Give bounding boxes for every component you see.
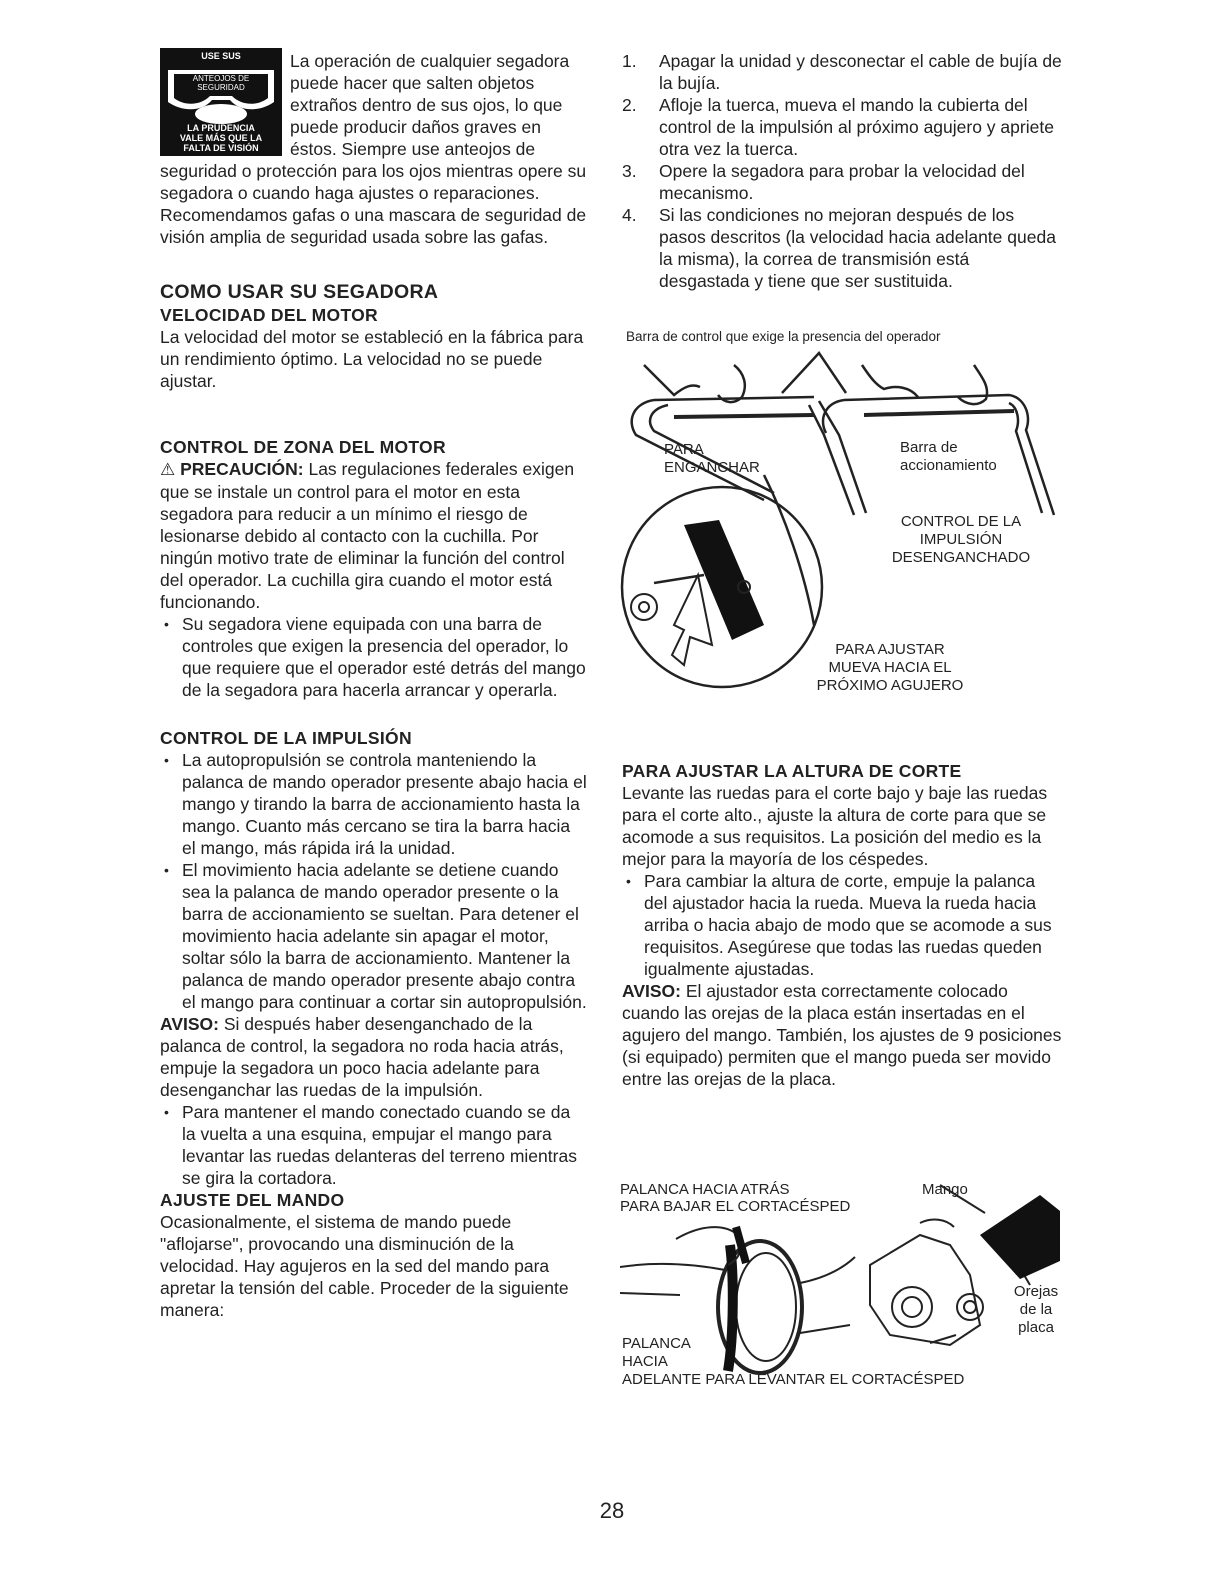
list-item: • La autopropulsión se controla manteniendo la palanca de mando operador presente abajo hacia el mango y tirando la barra de accionamiento hasta la mango. Cuanto más cercano se tira la barra hacia el mango, más rápida irá la unidad. (160, 749, 588, 859)
handle-adjust-heading: AJUSTE DEL MANDO (160, 1190, 345, 1210)
drive-control-list (160, 749, 588, 1013)
badge-line-1: USE SUS (201, 51, 241, 61)
badge-line-3: SEGURIDAD (197, 83, 245, 92)
caution-text: Las regulaciones federales exigen que se instale un control para el motor en esta segadora para reducir a un mínimo el riesgo de lesionarse debido al contacto con la cuchilla. Por ningún motivo trate de eliminar la función del control del operador. La cuchilla gira cuando el motor está funcionando. (160, 459, 575, 612)
notice-label: AVISO: (160, 1014, 219, 1034)
adjust-label-2: MUEVA HACIA EL (828, 659, 952, 676)
drive-bar-label-1: Barra de (900, 439, 958, 456)
engine-speed-text: La velocidad del motor se estableció en la fábrica para un rendimiento óptimo. La velocidad no se puede ajustar. (160, 327, 584, 391)
adjust-label-3: PRÓXIMO AGUJERO (816, 677, 964, 694)
disengaged-label-3: DESENGANCHADO (891, 549, 1031, 566)
list-item: • Para mantener el mando conectado cuando se da la vuelta a una esquina, empujar el mango para levantar las ruedas delanteras del terreno mientras se gira la cortadora. (160, 1101, 588, 1189)
cut-height-notice (622, 980, 1062, 1090)
drive-bar-label-2: accionamiento (900, 457, 997, 474)
step-text: Opere la segadora para probar la velocidad del mecanismo. (659, 161, 1025, 203)
adjust-steps-list (622, 50, 1062, 292)
height-lever-diagram (620, 1175, 1070, 1405)
left-column (160, 50, 588, 1321)
notice-text: Si después haber desenganchado de la palanca de control, la segadora no roda hacia atrás, empuje la segadora un poco hacia adelante para desenganchar las ruedas de la impulsión. (160, 1014, 564, 1100)
handle-adjust-text: Ocasionalmente, el sistema de mando puede "aflojarse", provocando una disminución de la velocidad. Hay agujeros en la sed del mando para apretar la tensión del cable. Proceder de la siguiente manera: (160, 1212, 569, 1320)
list-item: • Su segadora viene equipada con una barra de controles que exigen la presencia del operador, lo que requiere que el operador esté detrás del mango de la segadora para hacerla arrancar y operarla. (160, 613, 588, 701)
badge-line-5: VALE MÁS QUE LA (179, 133, 263, 143)
caution-label: PRECAUCIÓN: (180, 459, 304, 479)
engine-zone-list (160, 613, 588, 701)
list-item: • Para cambiar la altura de corte, empuje la palanca del ajustador hacia la rueda. Mueva la rueda hacia arriba o hacia abajo de modo que se acomode a sus requisitos. Asegúrese que todas las ruedas queden igualmente ajustadas. (622, 870, 1062, 980)
list-item: • El movimiento hacia adelante se detiene cuando sea la palanca de mando operador presente o la barra de accionamiento se sueltan. Para detener el movimiento hacia adelante sin apagar el motor, soltar sólo la barra de accionamiento. Mantener la palanca de mando operador presente abajo contra el mango para continuar a cortar sin autopropulsión. (160, 859, 588, 1013)
step-text: Si las condiciones no mejoran después de los pasos descritos (la velocidad hacia adelante queda la misma), la correa de transmisión está desgastada y tiene que ser sustituida. (659, 205, 1056, 291)
handle-label: Mango (922, 1181, 968, 1198)
ears-label-2: de la (1019, 1301, 1053, 1318)
badge-line-6: FALTA DE VISIÓN (183, 143, 259, 153)
step-number: 3. (622, 161, 637, 181)
notice-text: El ajustador esta correctamente colocado cuando las orejas de la placa están insertadas en el agujero del mango. También, los ajustes de 9 posiciones (si equipado) permiten que el mango pueda ser movido entre las orejas de la placa. (622, 981, 1062, 1089)
section-title: COMO USAR SU SEGADORA (160, 281, 439, 303)
right-column-steps (622, 50, 1062, 292)
engine-speed-heading: VELOCIDAD DEL MOTOR (160, 305, 378, 325)
adjust-label-1: PARA AJUSTAR (835, 641, 945, 658)
badge-line-4: LA PRUDENCIA (187, 123, 255, 133)
engage-label-1: PARA (664, 441, 704, 458)
lever-fwd-label-2: HACIA (622, 1353, 668, 1370)
page-number: 28 (599, 1498, 625, 1523)
disengaged-label-1: CONTROL DE LA (900, 513, 1022, 530)
ears-label-3: placa (1018, 1319, 1054, 1336)
ears-label-1: Orejas (1013, 1283, 1059, 1300)
safety-intro-text: La operación de cualquier segadora puede hacer que salten objetos extraños dentro de sus ojos, lo que puede producir daños graves en éstos. Siempre use anteojos de seguridad o protección para los ojos mientras opere su segadora o cuando haga ajustes o reparaciones. Recomendamos gafas o una mascara de seguridad de visión amplia de seguridad usada sobre las gafas. (160, 51, 587, 247)
step-number: 2. (622, 95, 637, 115)
step-number: 1. (622, 51, 637, 71)
cut-height-heading: PARA AJUSTAR LA ALTURA DE CORTE (622, 761, 962, 781)
list-item (622, 50, 1062, 94)
lever-fwd-label-1: PALANCA (622, 1335, 691, 1352)
step-text: Afloje la tuerca, mueva el mando la cubierta del control de la impulsión al próximo agujero y apriete otra vez la tuerca. (659, 95, 1054, 159)
step-text: Apagar la unidad y desconectar el cable de bujía de la bujía. (659, 51, 1062, 93)
list-item (622, 160, 1062, 204)
drive-control-heading: CONTROL DE LA IMPULSIÓN (160, 728, 412, 748)
warning-triangle-icon: ⚠ (160, 460, 176, 479)
cut-height-text: Levante las ruedas para el corte bajo y baje las ruedas para el corte alto., ajuste la altura de corte para que se acomode a sus requisitos. La posición del medio es la mejor para la mayoría de los céspedes. (622, 783, 1048, 869)
engage-label-2: ENGANCHAR (664, 459, 760, 476)
caution-paragraph (160, 458, 588, 613)
lever-fwd-label-3: ADELANTE PARA LEVANTAR EL CORTACÉSPED (622, 1371, 965, 1388)
badge-line-2: ANTEOJOS DE (192, 74, 250, 83)
disengaged-label-2: IMPULSIÓN (919, 531, 1003, 548)
cut-height-section (622, 760, 1062, 1090)
step-number: 4. (622, 205, 637, 225)
drive-notice (160, 1013, 588, 1101)
diagram-caption: Barra de control que exige la presencia del operador (626, 329, 941, 344)
lever-back-label-2: PARA BAJAR EL CORTACÉSPED (620, 1198, 851, 1215)
notice-label: AVISO: (622, 981, 681, 1001)
drive-control-list-2 (160, 1101, 588, 1189)
control-bar-diagram (614, 325, 1064, 725)
lever-back-label-1: PALANCA HACIA ATRÁS (620, 1181, 790, 1198)
engine-zone-heading: CONTROL DE ZONA DEL MOTOR (160, 437, 446, 457)
list-item (622, 204, 1062, 292)
cut-height-list (622, 870, 1062, 980)
list-item (622, 94, 1062, 160)
